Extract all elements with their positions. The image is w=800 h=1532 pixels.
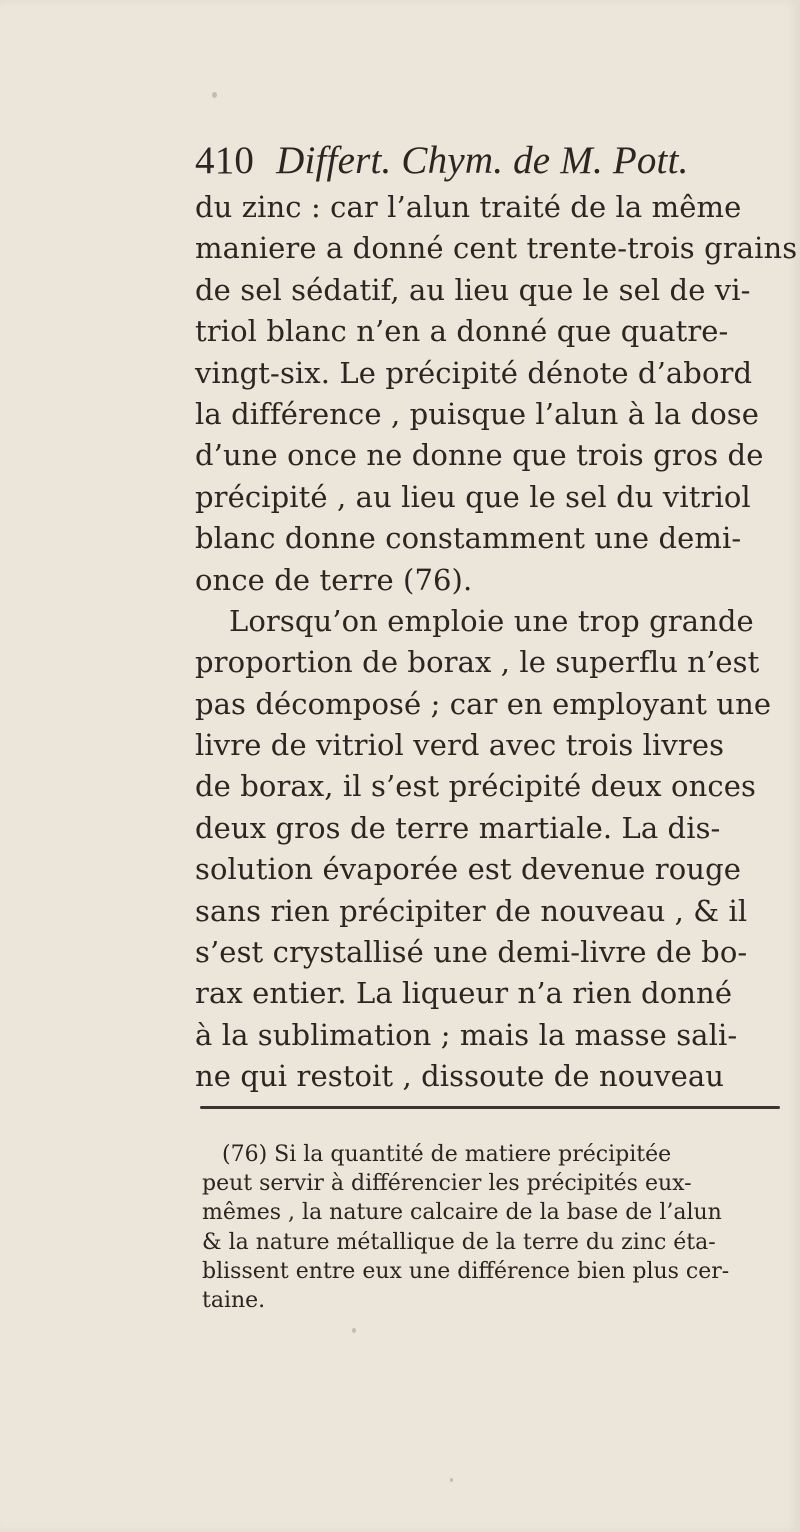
text-line: solution évaporée est devenue rouge xyxy=(195,852,741,887)
text-line: vingt-six. Le précipité dénote d’abord xyxy=(195,355,753,390)
footnote-line: blissent entre eux une différence bien plus cer- xyxy=(202,1258,730,1284)
text-line: deux gros de terre martiale. La dis- xyxy=(195,810,721,845)
paper-speck xyxy=(352,1328,356,1333)
text-line: triol blanc n’en a donné que quatre- xyxy=(195,314,729,349)
text-line: sans rien précipiter de nouveau , & il xyxy=(195,893,748,928)
footnote-line: (76) Si la quantité de matiere précipitée xyxy=(222,1142,672,1167)
text-line: livre de vitriol verd avec trois livres xyxy=(195,728,725,763)
footnote-divider xyxy=(200,1106,780,1109)
text-line: proportion de borax , le superflu n’est xyxy=(195,645,760,680)
paper-speck xyxy=(212,92,217,98)
footnote-line: taine. xyxy=(202,1287,266,1313)
text-line: blanc donne constamment une demi- xyxy=(195,521,742,556)
body-text xyxy=(195,187,798,1098)
page-number: 410 xyxy=(195,139,255,182)
footnote-line: mêmes , la nature calcaire de la base de l’alun xyxy=(202,1200,722,1226)
text-line: ne qui restoit , dissoute de nouveau xyxy=(195,1059,725,1094)
footnote-line: peut servir à différencier les précipités eux- xyxy=(202,1171,692,1197)
text-line: du zinc : car l’alun traité de la même xyxy=(195,190,742,224)
running-head xyxy=(195,136,755,186)
text-line: à la sublimation ; mais la masse sali- xyxy=(195,1017,738,1052)
text-line: la différence , puisque l’alun à la dose xyxy=(195,396,760,431)
text-line: s’est crystallisé une demi-livre de bo- xyxy=(195,935,748,970)
text-line: d’une once ne donne que trois gros de xyxy=(195,438,764,473)
footnote xyxy=(202,1140,782,1315)
text-line: de borax, il s’est précipité deux onces xyxy=(195,769,756,804)
text-line: pas décomposé ; car en employant une xyxy=(195,686,772,721)
text-line: rax entier. La liqueur n’a rien donné xyxy=(195,976,733,1011)
paper-speck xyxy=(450,1478,453,1482)
text-line: de sel sédatif, au lieu que le sel de vi- xyxy=(195,272,751,307)
text-line: Lorsqu’on emploie une trop grande xyxy=(229,603,754,638)
text-line: précipité , au lieu que le sel du vitriol xyxy=(195,479,751,514)
text-line: maniere a donné cent trente-trois grains xyxy=(195,231,798,266)
text-line: once de terre (76). xyxy=(195,562,473,597)
running-title: Differt. Chym. de M. Pott. xyxy=(276,139,689,182)
footnote-line: & la nature métallique de la terre du zinc éta- xyxy=(202,1229,716,1255)
